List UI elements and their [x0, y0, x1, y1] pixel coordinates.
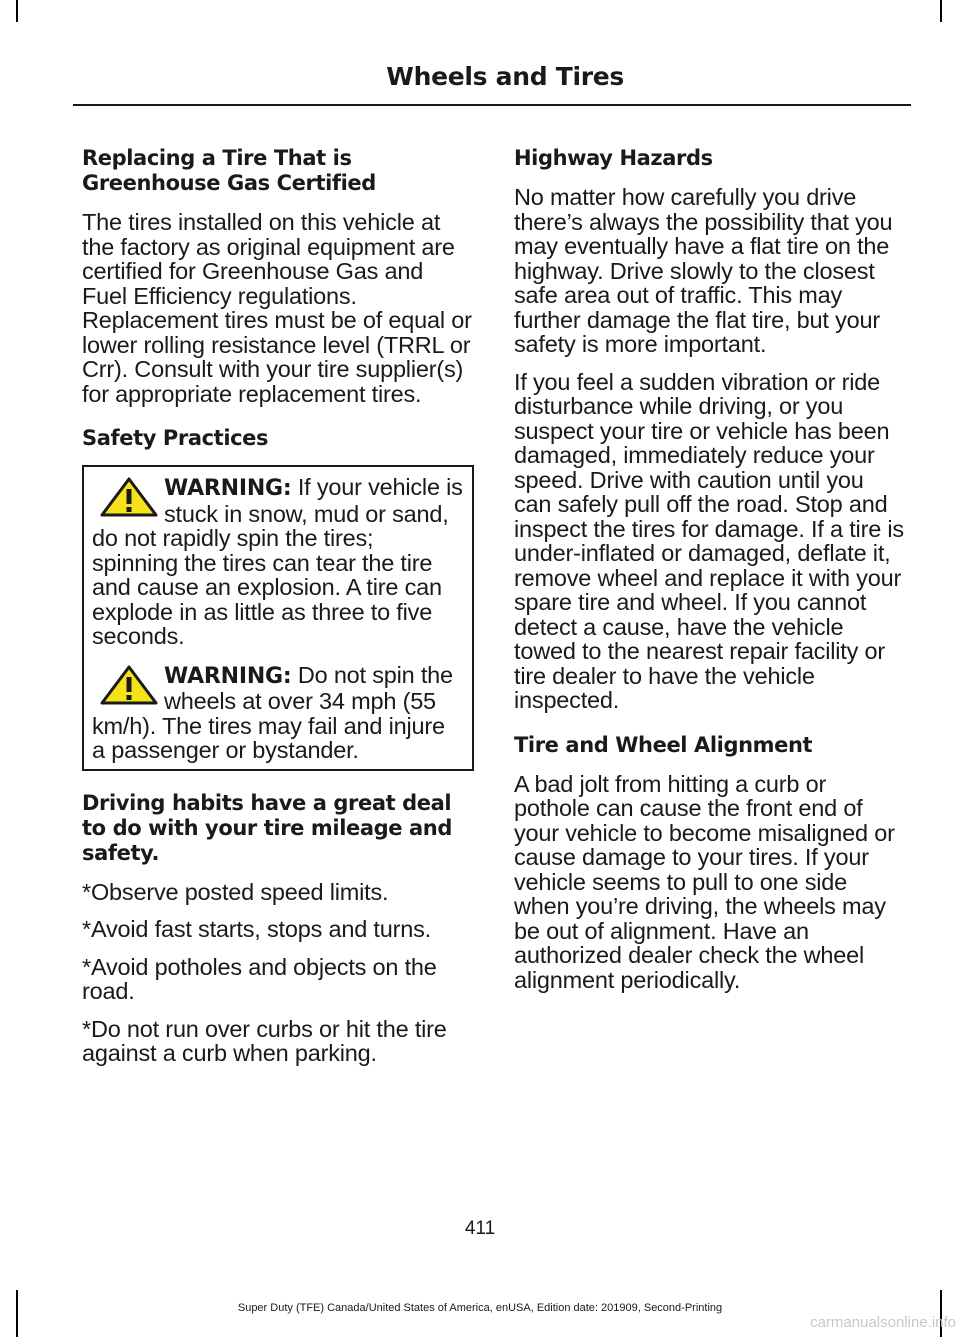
crop-mark — [940, 0, 942, 22]
footer-edition: Super Duty (TFE) Canada/United States of America, enUSA, Edition date: 201909, Second-Printing — [237, 1302, 723, 1314]
left-column — [82, 146, 474, 1079]
section-heading-highway-hazards: Highway Hazards — [514, 146, 713, 170]
warning-item-2 — [92, 663, 464, 763]
section-heading-ghg: Replacing a Tire That is Greenhouse Gas Certified — [82, 146, 376, 195]
page-header-title: Wheels and Tires — [386, 62, 624, 91]
page-number: 411 — [464, 1218, 496, 1239]
warning-text: Do not spin the wheels at over 34 mph (55 km/h). The tires may fail and injure a passenger or bystander. — [92, 661, 453, 763]
warning-triangle-icon — [100, 665, 158, 705]
paragraph-hazards-1: No matter how carefully you drive there’s always the possibility that you may eventually have a flat tire on the highway. Drive slowly to the closest safe area out of traffic. This may further damage the flat tire, but your safety is more important. — [514, 184, 893, 357]
section-heading-alignment: Tire and Wheel Alignment — [514, 732, 813, 757]
warning-label: WARNING: — [164, 663, 292, 689]
warning-text: If your vehicle is stuck in snow, mud or sand, do not rapidly spin the tires; spinning the tires can tear the tire and cause an explosion. A tire can explode in as little as three to five seconds. — [92, 474, 463, 649]
section-heading-safety: Safety Practices — [82, 426, 269, 450]
warning-box — [82, 465, 474, 771]
warning-label: WARNING: — [164, 476, 292, 501]
warning-item-1 — [92, 475, 464, 649]
paragraph-alignment: A bad jolt from hitting a curb or pothole can cause the front end of your vehicle to become misaligned or cause damage to your tires. If your vehicle seems to pull to one side when you’re driving, the wheels may be out of alignment. Have an authorized dealer check the wheel alignment periodically. — [514, 770, 895, 993]
crop-mark — [16, 0, 18, 22]
watermark: carmanualsonline.info — [810, 1314, 956, 1331]
tip-item: *Avoid potholes and objects on the road. — [82, 953, 437, 1004]
header-divider — [73, 104, 911, 106]
tip-item: *Avoid fast starts, stops and turns. — [82, 916, 431, 942]
tip-item: *Do not run over curbs or hit the tire against a curb when parking. — [82, 1015, 447, 1066]
right-column — [514, 146, 906, 1005]
section-heading-driving-habits: Driving habits have a great deal to do with your tire mileage and safety. — [82, 790, 452, 865]
tip-item: *Observe posted speed limits. — [82, 878, 389, 905]
warning-triangle-icon — [100, 477, 158, 517]
paragraph-ghg: The tires installed on this vehicle at the factory as original equipment are certified for Greenhouse Gas and Fuel Efficiency regulations. Replacement tires must be of equal or lower rolling resistance level (TRRL or Crr). Consult with your tire supplier(s) for appropriate replacement tires. — [82, 209, 472, 407]
paragraph-hazards-2: If you feel a sudden vibration or ride disturbance while driving, or you suspect your tire or vehicle has been damaged, immediately reduce your speed. Drive with caution until you can safely pull off the road. Stop and inspect the tires for damage. If a tire is under-inflated or damaged, deflate it, remove wheel and replace it with your spare tire and wheel. If you cannot detect a cause, have the vehicle towed to the nearest repair facility or tire dealer to have the vehicle inspected. — [514, 368, 904, 713]
